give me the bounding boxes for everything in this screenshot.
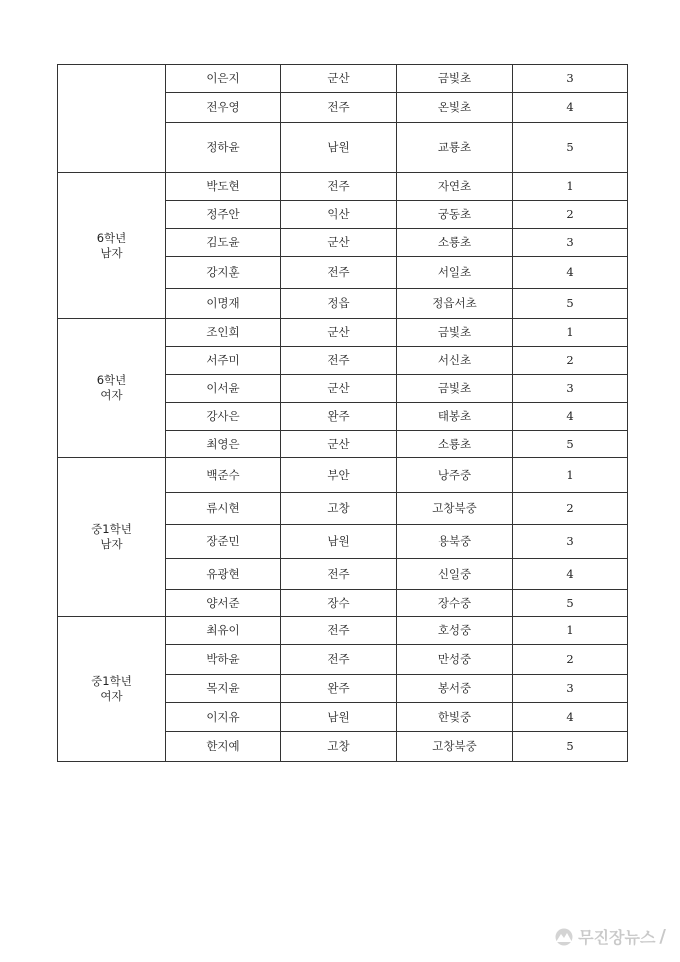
school-cell: 궁동초	[397, 201, 513, 229]
rank-cell: 5	[513, 590, 628, 617]
name-cell: 유광현	[166, 559, 281, 590]
watermark	[554, 925, 666, 948]
school-cell: 금빛초	[397, 375, 513, 403]
table-row	[58, 319, 628, 347]
name-cell: 백준수	[166, 458, 281, 493]
region-cell: 군산	[281, 319, 397, 347]
school-cell: 장수중	[397, 590, 513, 617]
name-cell: 박하윤	[166, 645, 281, 675]
mountain-logo-icon	[554, 928, 574, 946]
school-cell: 소룡초	[397, 431, 513, 458]
school-cell: 낭주중	[397, 458, 513, 493]
rank-cell: 1	[513, 458, 628, 493]
region-cell: 군산	[281, 229, 397, 257]
region-cell: 전주	[281, 173, 397, 201]
rank-cell: 4	[513, 703, 628, 732]
name-cell: 조인희	[166, 319, 281, 347]
rank-cell: 4	[513, 93, 628, 123]
rank-cell: 5	[513, 123, 628, 173]
name-cell: 이은지	[166, 65, 281, 93]
region-cell: 장수	[281, 590, 397, 617]
group-label	[58, 65, 166, 173]
group-label-line: 여자	[100, 388, 123, 402]
region-cell: 전주	[281, 645, 397, 675]
region-cell: 정읍	[281, 289, 397, 319]
name-cell: 이명재	[166, 289, 281, 319]
name-cell: 정하윤	[166, 123, 281, 173]
region-cell: 군산	[281, 65, 397, 93]
school-cell: 신일중	[397, 559, 513, 590]
name-cell: 이서윤	[166, 375, 281, 403]
group-label-line: 남자	[100, 245, 123, 260]
group-label-line: 6학년	[96, 373, 127, 387]
school-cell: 온빛초	[397, 93, 513, 123]
school-cell: 고창북중	[397, 493, 513, 525]
group-label-line: 남자	[100, 537, 123, 551]
region-cell: 군산	[281, 431, 397, 458]
name-cell: 최유이	[166, 617, 281, 645]
name-cell: 장준민	[166, 525, 281, 559]
rank-cell: 5	[513, 289, 628, 319]
school-cell: 한빛중	[397, 703, 513, 732]
group-label-line: 여자	[100, 689, 123, 703]
region-cell: 익산	[281, 201, 397, 229]
region-cell: 전주	[281, 93, 397, 123]
group-label-line: 6학년	[96, 230, 127, 245]
rank-cell: 3	[513, 675, 628, 703]
rank-cell: 5	[513, 431, 628, 458]
region-cell: 고창	[281, 493, 397, 525]
name-cell: 서주미	[166, 347, 281, 375]
school-cell: 교룡초	[397, 123, 513, 173]
watermark-text: 무진장뉴스	[578, 928, 656, 947]
watermark-slash-icon: /	[659, 926, 666, 947]
school-cell: 소룡초	[397, 229, 513, 257]
school-cell: 서일초	[397, 257, 513, 289]
rank-cell: 4	[513, 257, 628, 289]
region-cell: 전주	[281, 559, 397, 590]
school-cell: 정읍서초	[397, 289, 513, 319]
rank-cell: 3	[513, 229, 628, 257]
name-cell: 이지유	[166, 703, 281, 732]
region-cell: 남원	[281, 703, 397, 732]
table-row	[58, 458, 628, 493]
rank-cell: 2	[513, 645, 628, 675]
name-cell: 류시현	[166, 493, 281, 525]
table-row	[58, 617, 628, 645]
school-cell: 금빛초	[397, 65, 513, 93]
group-label	[58, 458, 166, 617]
rank-cell: 2	[513, 201, 628, 229]
school-cell: 태봉초	[397, 403, 513, 431]
group-label	[58, 617, 166, 762]
rank-cell: 2	[513, 347, 628, 375]
group-label-line: 중1학년	[91, 674, 132, 688]
region-cell: 전주	[281, 347, 397, 375]
rank-cell: 3	[513, 375, 628, 403]
name-cell: 강지훈	[166, 257, 281, 289]
school-cell: 봉서중	[397, 675, 513, 703]
rank-cell: 4	[513, 403, 628, 431]
table-row	[58, 65, 628, 93]
rank-cell: 2	[513, 493, 628, 525]
school-cell: 고창북중	[397, 732, 513, 762]
name-cell: 양서준	[166, 590, 281, 617]
rank-cell: 3	[513, 65, 628, 93]
name-cell: 최영은	[166, 431, 281, 458]
table-row	[58, 173, 628, 201]
results-table	[57, 64, 628, 762]
region-cell: 남원	[281, 525, 397, 559]
school-cell: 만성중	[397, 645, 513, 675]
school-cell: 호성중	[397, 617, 513, 645]
group-label	[58, 173, 166, 319]
results-table-body	[58, 65, 628, 762]
name-cell: 목지윤	[166, 675, 281, 703]
rank-cell: 4	[513, 559, 628, 590]
rank-cell: 1	[513, 617, 628, 645]
name-cell: 강사은	[166, 403, 281, 431]
region-cell: 남원	[281, 123, 397, 173]
school-cell: 금빛초	[397, 319, 513, 347]
name-cell: 박도현	[166, 173, 281, 201]
rank-cell: 5	[513, 732, 628, 762]
group-label-line: 중1학년	[91, 522, 132, 536]
region-cell: 전주	[281, 257, 397, 289]
school-cell: 서신초	[397, 347, 513, 375]
school-cell: 자연초	[397, 173, 513, 201]
region-cell: 군산	[281, 375, 397, 403]
name-cell: 정주안	[166, 201, 281, 229]
name-cell: 전우영	[166, 93, 281, 123]
school-cell: 용북중	[397, 525, 513, 559]
region-cell: 부안	[281, 458, 397, 493]
rank-cell: 3	[513, 525, 628, 559]
rank-cell: 1	[513, 173, 628, 201]
group-label	[58, 319, 166, 458]
rank-cell: 1	[513, 319, 628, 347]
region-cell: 고창	[281, 732, 397, 762]
region-cell: 완주	[281, 403, 397, 431]
region-cell: 전주	[281, 617, 397, 645]
name-cell: 김도윤	[166, 229, 281, 257]
name-cell: 한지예	[166, 732, 281, 762]
region-cell: 완주	[281, 675, 397, 703]
